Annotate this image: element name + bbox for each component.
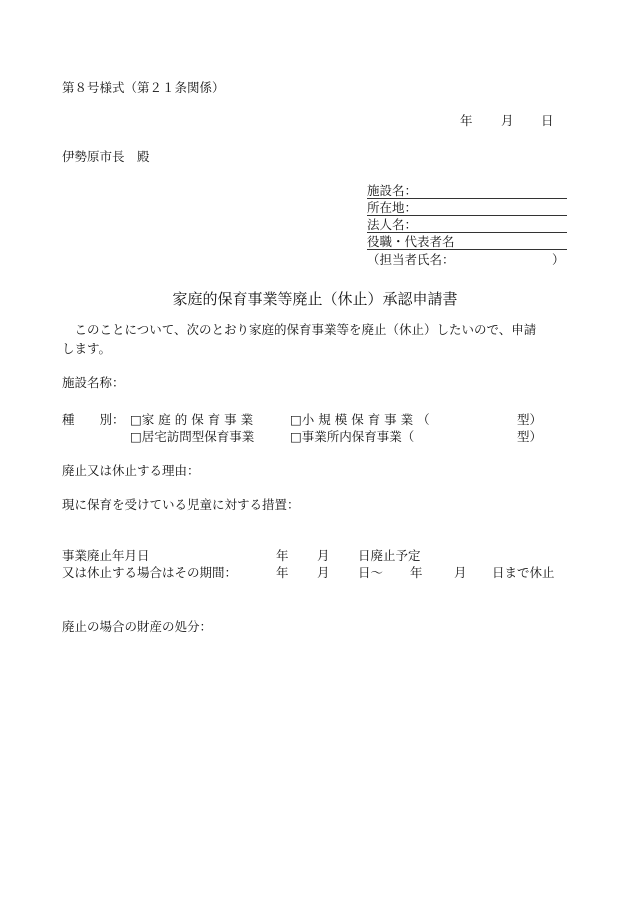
type-suffix-2: 型） [517, 429, 543, 444]
type-option-workplace[interactable]: □事業所内保育事業（ [290, 429, 415, 444]
property-disposal-label: 廃止の場合の財産の処分： [62, 619, 213, 634]
intro-line-1: このことについて、次のとおり家庭的保育事業等を廃止（休止）したいので、申請 [62, 322, 537, 337]
type-suffix-1: 型） [517, 412, 543, 427]
abolish-date-label: 事業廃止年月日 [62, 548, 150, 563]
abolish-day: 日廃止予定 [358, 548, 421, 563]
suspend-period-label: 又は休止する場合はその期間： [62, 565, 238, 580]
contact-name-close: ） [552, 252, 565, 267]
suspend-to-day: 日まで休止 [492, 565, 555, 580]
intro-line-2: します。 [62, 341, 112, 356]
suspend-to-month: 月 [454, 565, 467, 580]
date-day: 日 [541, 113, 554, 128]
contact-name-label: （担当者氏名： [367, 252, 455, 267]
applicant-corporation-name: 法人名： [367, 217, 567, 233]
applicant-representative: 役職・代表者名 [367, 234, 567, 250]
suspend-to-year: 年 [410, 565, 423, 580]
abolish-month: 月 [317, 548, 330, 563]
date-year: 年 [460, 113, 473, 128]
suspend-from-month: 月 [317, 565, 330, 580]
facility-name-label: 施設名称： [62, 375, 125, 390]
type-option-family-daycare[interactable]: □家 庭 的 保 育 事 業 [130, 412, 254, 427]
type-option-small-scale[interactable]: □小 規 模 保 育 事 業 （ [290, 412, 430, 427]
form-number: 第８号様式（第２１条関係） [62, 80, 225, 95]
type-option-home-visit[interactable]: □居宅訪問型保育事業 [130, 429, 255, 444]
measures-label: 現に保育を受けている児童に対する措置： [62, 497, 300, 512]
applicant-facility-name: 施設名： [367, 183, 567, 199]
reason-label: 廃止又は休止する理由： [62, 463, 200, 478]
abolish-year: 年 [276, 548, 289, 563]
document-title: 家庭的保育事業等廃止（休止）承認申請書 [172, 290, 458, 308]
type-label: 種 別： [62, 412, 125, 427]
suspend-from-day: 日～ [358, 565, 384, 580]
suspend-from-year: 年 [276, 565, 289, 580]
addressee: 伊勢原市長 殿 [62, 149, 150, 164]
date-month: 月 [501, 113, 514, 128]
applicant-address: 所在地： [367, 200, 567, 216]
